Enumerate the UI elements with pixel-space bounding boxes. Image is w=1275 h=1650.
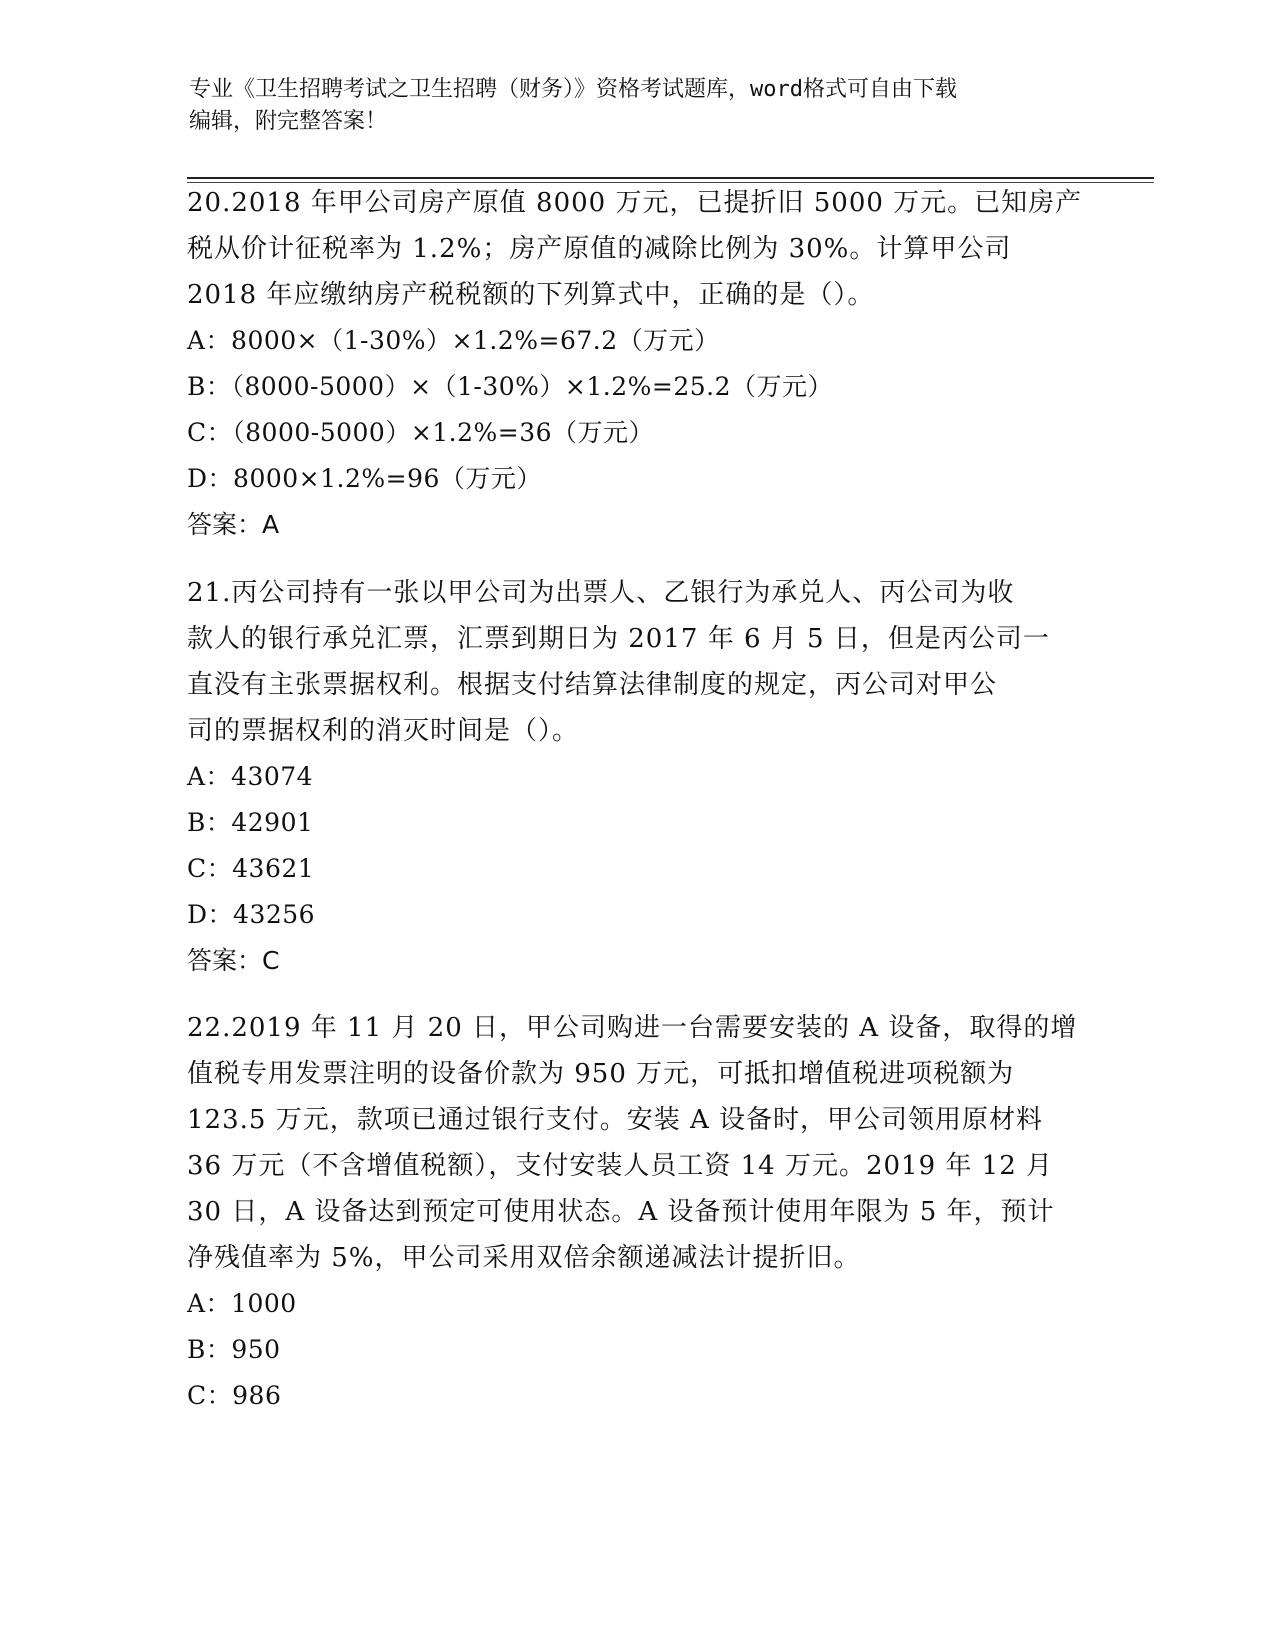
stem-line: 21.丙公司持有一张以甲公司为出票人、乙银行为承兑人、丙公司为收 <box>187 578 1015 608</box>
option-a: A：43074 <box>187 762 314 791</box>
option-c: C：（8000-5000）×1.2%=36（万元） <box>187 418 655 447</box>
stem-line: 20.2018 年甲公司房产原值 8000 万元，已提折旧 5000 万元。已知房产 <box>187 188 1083 218</box>
question-stem <box>187 570 1087 754</box>
question-22 <box>187 1005 1087 1419</box>
stem-line: 36 万元（不含增值税额），支付安装人员工资 14 万元。2019 年 12 月 <box>187 1151 1054 1181</box>
option-b: B：42901 <box>187 808 314 837</box>
question-stem <box>187 1005 1087 1281</box>
stem-line: 直没有主张票据权利。根据支付结算法律制度的规定，丙公司对甲公 <box>187 670 998 700</box>
option-a: A：8000×（1-30%）×1.2%=67.2（万元） <box>187 326 720 355</box>
answer-label: 答案：A <box>187 510 280 539</box>
option-a: A：1000 <box>187 1289 297 1318</box>
option-b: B：（8000-5000）×（1-30%）×1.2%=25.2（万元） <box>187 372 834 401</box>
page-header <box>189 74 1089 138</box>
header-line: 专业《卫生招聘考试之卫生招聘（财务）》资格考试题库，word格式可自由下载 <box>189 77 957 102</box>
stem-line: 净残值率为 5%，甲公司采用双倍余额递减法计提折旧。 <box>187 1243 861 1273</box>
option-c: C：43621 <box>187 854 315 883</box>
header-line: 编辑，附完整答案！ <box>189 109 388 134</box>
stem-line: 款人的银行承兑汇票，汇票到期日为 2017 年 6 月 5 日，但是丙公司一 <box>187 624 1050 654</box>
answer-label: 答案：C <box>187 946 280 975</box>
stem-line: 司的票据权利的消灭时间是（）。 <box>187 716 580 746</box>
question-20 <box>187 180 1087 548</box>
option-d: D：43256 <box>187 900 316 929</box>
stem-line: 123.5 万元，款项已通过银行支付。安装 A 设备时，甲公司领用原材料 <box>187 1105 1044 1135</box>
stem-line: 2018 年应缴纳房产税税额的下列算式中，正确的是（）。 <box>187 280 875 310</box>
option-d: D：8000×1.2%=96（万元） <box>187 464 542 493</box>
question-21 <box>187 570 1087 984</box>
stem-line: 22.2019 年 11 月 20 日，甲公司购进一台需要安装的 A 设备，取得的增 <box>187 1013 1078 1043</box>
stem-line: 税从价计征税率为 1.2%；房产原值的减除比例为 30%。计算甲公司 <box>187 234 1012 264</box>
stem-line: 30 日，A 设备达到预定可使用状态。A 设备预计使用年限为 5 年，预计 <box>187 1197 1055 1227</box>
option-c: C：986 <box>187 1381 282 1410</box>
header-divider <box>187 177 1154 179</box>
option-b: B：950 <box>187 1335 281 1364</box>
question-stem <box>187 180 1087 318</box>
stem-line: 值税专用发票注明的设备价款为 950 万元，可抵扣增值税进项税额为 <box>187 1059 1015 1089</box>
